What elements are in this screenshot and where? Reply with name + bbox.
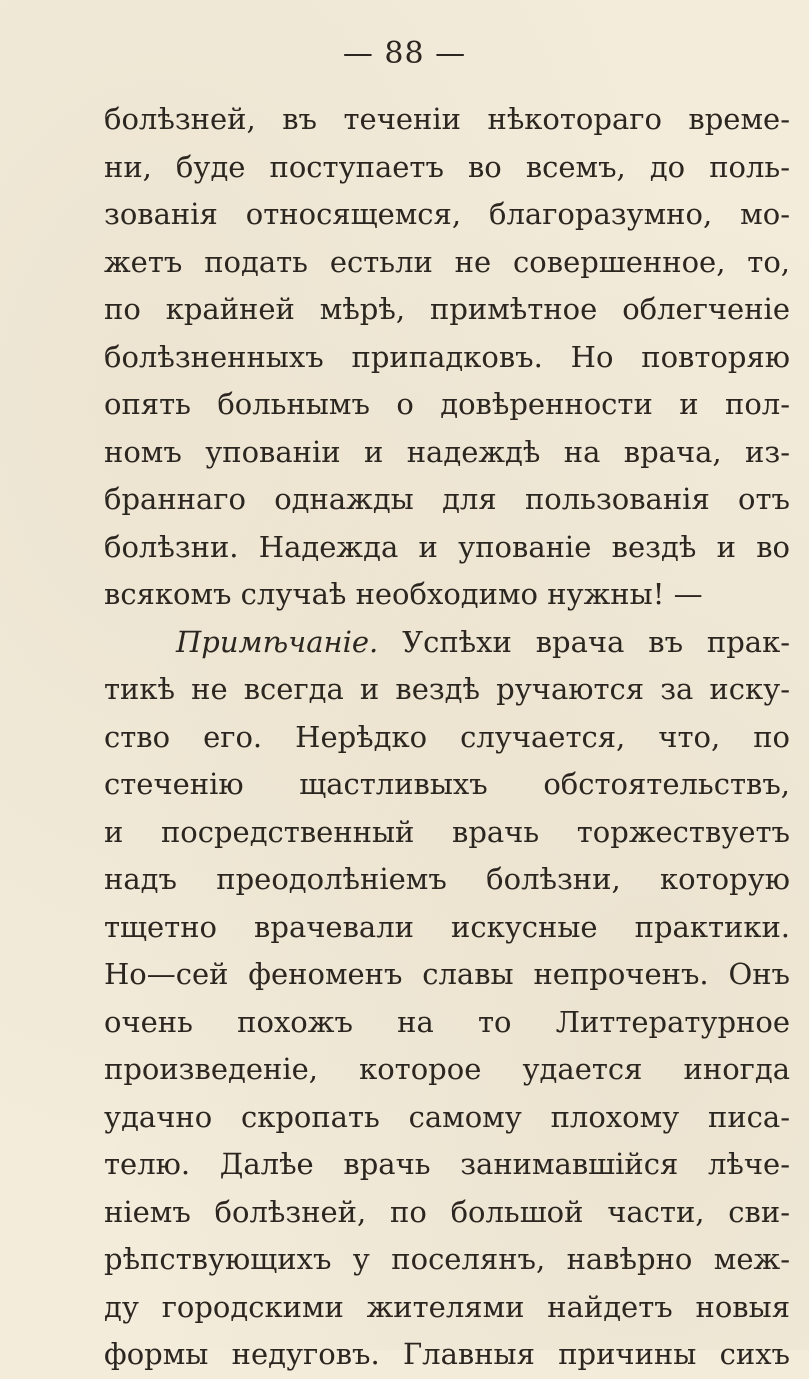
text-line: опять больнымъ о довѣренности и пол- (104, 387, 790, 421)
note-line (104, 619, 790, 667)
note-heading: Примѣчаніе. (176, 624, 379, 659)
text-line: болѣзни. Надежда и упованіе вездѣ и во (104, 529, 790, 564)
text-line: и посредственный врачь торжествуетъ (104, 814, 790, 849)
text-line: болѣзней, въ теченіи нѣкотораго време- (104, 102, 790, 136)
text-line: произведеніе, которое удается иногда (104, 1052, 790, 1086)
text-line: надъ преодолѣніемъ болѣзни, которую (104, 862, 790, 896)
text-line: ство его. Нерѣдко случается, что, по (104, 719, 790, 754)
text-line: формы недуговъ. Главныя причины сихъ (104, 1337, 790, 1371)
text-line: стеченію щастливыхъ обстоятельствъ, (104, 767, 790, 801)
text-line: ни, буде поступаетъ во всемъ, до поль- (104, 149, 790, 184)
text-line: рѣпствующихъ у поселянъ, навѣрно меж- (104, 1242, 790, 1276)
text-line: удачно скропать самому плохому писа- (104, 1099, 790, 1134)
note-line-text: Успѣхи врача въ прак- (402, 624, 790, 659)
text-line: ніемъ болѣзней, по большой части, сви- (104, 1194, 790, 1229)
text-line: тикѣ не всегда и вездѣ ручаются за иску- (104, 672, 790, 706)
text-line: ду городскими жителями найдетъ новыя (104, 1289, 790, 1324)
text-line: номъ упованіи и надеждѣ на врача, из- (104, 434, 790, 469)
text-line: зованія относящемся, благоразумно, мо- (104, 197, 790, 231)
text-line: браннаго однажды для пользованія отъ (104, 482, 790, 516)
text-line: очень похожъ на то Литтературное (104, 1004, 790, 1039)
text-line: по крайней мѣрѣ, примѣтное облегченіе (104, 292, 790, 326)
page-number: — 88 — (342, 36, 467, 71)
text-line: телю. Далѣе врачь занимавшійся лѣче- (104, 1147, 790, 1181)
page-text (104, 96, 790, 1379)
text-line: Но—сей феноменъ славы непроченъ. Онъ (104, 957, 790, 991)
text-line: болѣзненныхъ припадковъ. Но повторяю (104, 339, 790, 374)
text-line: жетъ подать естьли не совершенное, то, (104, 244, 790, 279)
text-line: всякомъ случаѣ необходимо нужны! — (104, 577, 703, 611)
text-line: тщетно врачевали искусные практики. (104, 909, 790, 944)
